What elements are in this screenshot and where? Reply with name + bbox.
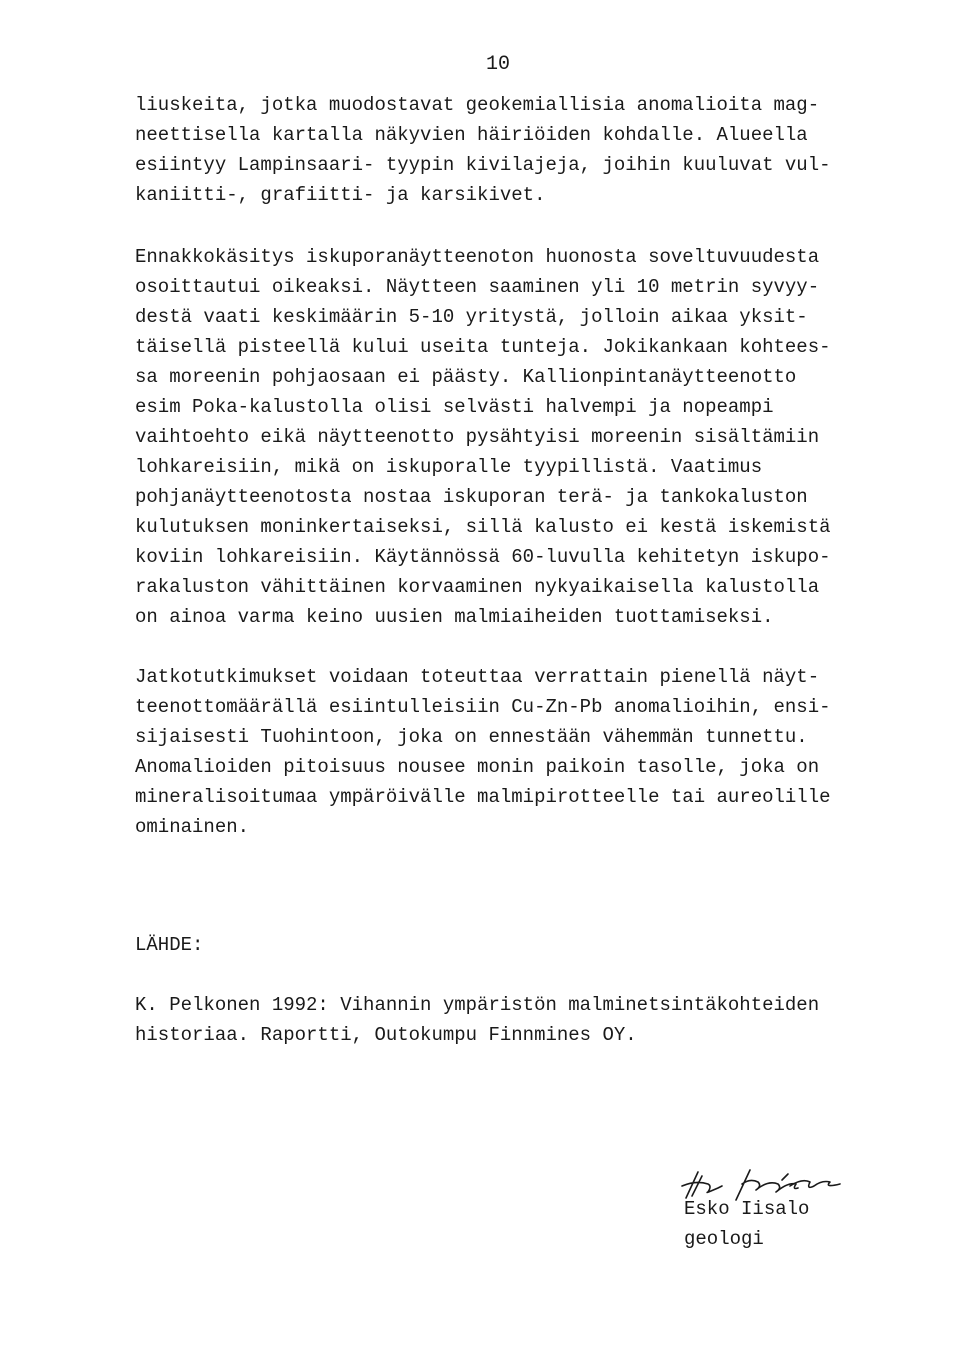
text-line: koviin lohkareisiin. Käytännössä 60-luvulla kehitetyn iskupo- (135, 546, 831, 568)
source-heading (135, 930, 895, 960)
text-line: vaihtoehto eikä näytteenotto pysähtyisi moreenin sisältämiin (135, 426, 820, 448)
text-line: täisellä pisteellä kului useita tunteja. Jokikankaan kohtees- (135, 336, 831, 358)
signer-title: geologi (684, 1228, 764, 1250)
text-line: lohkareisiin, mikä on iskuporalle tyypillistä. Vaatimus (135, 456, 763, 478)
heading-text: LÄHDE: (135, 934, 204, 956)
text-line: kaniitti-, grafiitti- ja karsikivet. (135, 184, 546, 206)
text-line: liuskeita, jotka muodostavat geokemiallisia anomalioita mag- (135, 94, 820, 116)
text-line: teenottomäärällä esiintulleisiin Cu-Zn-Pb anomalioihin, ensi- (135, 696, 831, 718)
text-line: pohjanäytteenotosta nostaa iskuporan terä- ja tankokaluston (135, 486, 808, 508)
text-line: Anomalioiden pitoisuus nousee monin paikoin tasolle, joka on (135, 756, 820, 778)
text-line: osoittautui oikeaksi. Näytteen saaminen yli 10 metrin syvyy- (135, 276, 820, 298)
text-line: K. Pelkonen 1992: Vihannin ympäristön malminetsintäkohteiden (135, 994, 820, 1016)
page-number: 10 (486, 53, 511, 76)
text-line: rakaluston vähittäinen korvaaminen nykyaikaisella kalustolla (135, 576, 820, 598)
text-line: ominainen. (135, 816, 250, 838)
reference-entry (135, 990, 895, 1050)
signature-block (684, 1166, 884, 1262)
text-line: neettisella kartalla näkyvien häiriöiden kohdalle. Alueella (135, 124, 808, 146)
text-line: esim Poka-kalustolla olisi selvästi halvempi ja nopeampi (135, 396, 774, 418)
text-line: Jatkotutkimukset voidaan toteuttaa verrattain pienellä näyt- (135, 666, 820, 688)
paragraph-sampling-method (135, 242, 895, 632)
paragraph-geology (135, 90, 895, 210)
paragraph-further-research (135, 662, 895, 842)
text-line: esiintyy Lampinsaari- tyypin kivilajeja, joihin kuuluvat vul- (135, 154, 831, 176)
text-line: on ainoa varma keino uusien malmiaiheiden tuottamiseksi. (135, 606, 774, 628)
text-line: sijaisesti Tuohintoon, joka on ennestään vähemmän tunnettu. (135, 726, 808, 748)
text-line: historiaa. Raportti, Outokumpu Finnmines OY. (135, 1024, 637, 1046)
text-line: sa moreenin pohjaosaan ei päästy. Kallionpintanäytteenotto (135, 366, 797, 388)
text-line: mineralisoitumaa ympäröivälle malmipirotteelle tai aureolille (135, 786, 831, 808)
text-line: kulutuksen moninkertaiseksi, sillä kalusto ei kestä iskemistä (135, 516, 831, 538)
text-line: Ennakkokäsitys iskuporanäytteenoton huonosta soveltuvuudesta (135, 246, 820, 268)
text-line: destä vaati keskimäärin 5-10 yritystä, jolloin aikaa yksit- (135, 306, 808, 328)
signer-name: Esko Iisalo (684, 1198, 810, 1220)
